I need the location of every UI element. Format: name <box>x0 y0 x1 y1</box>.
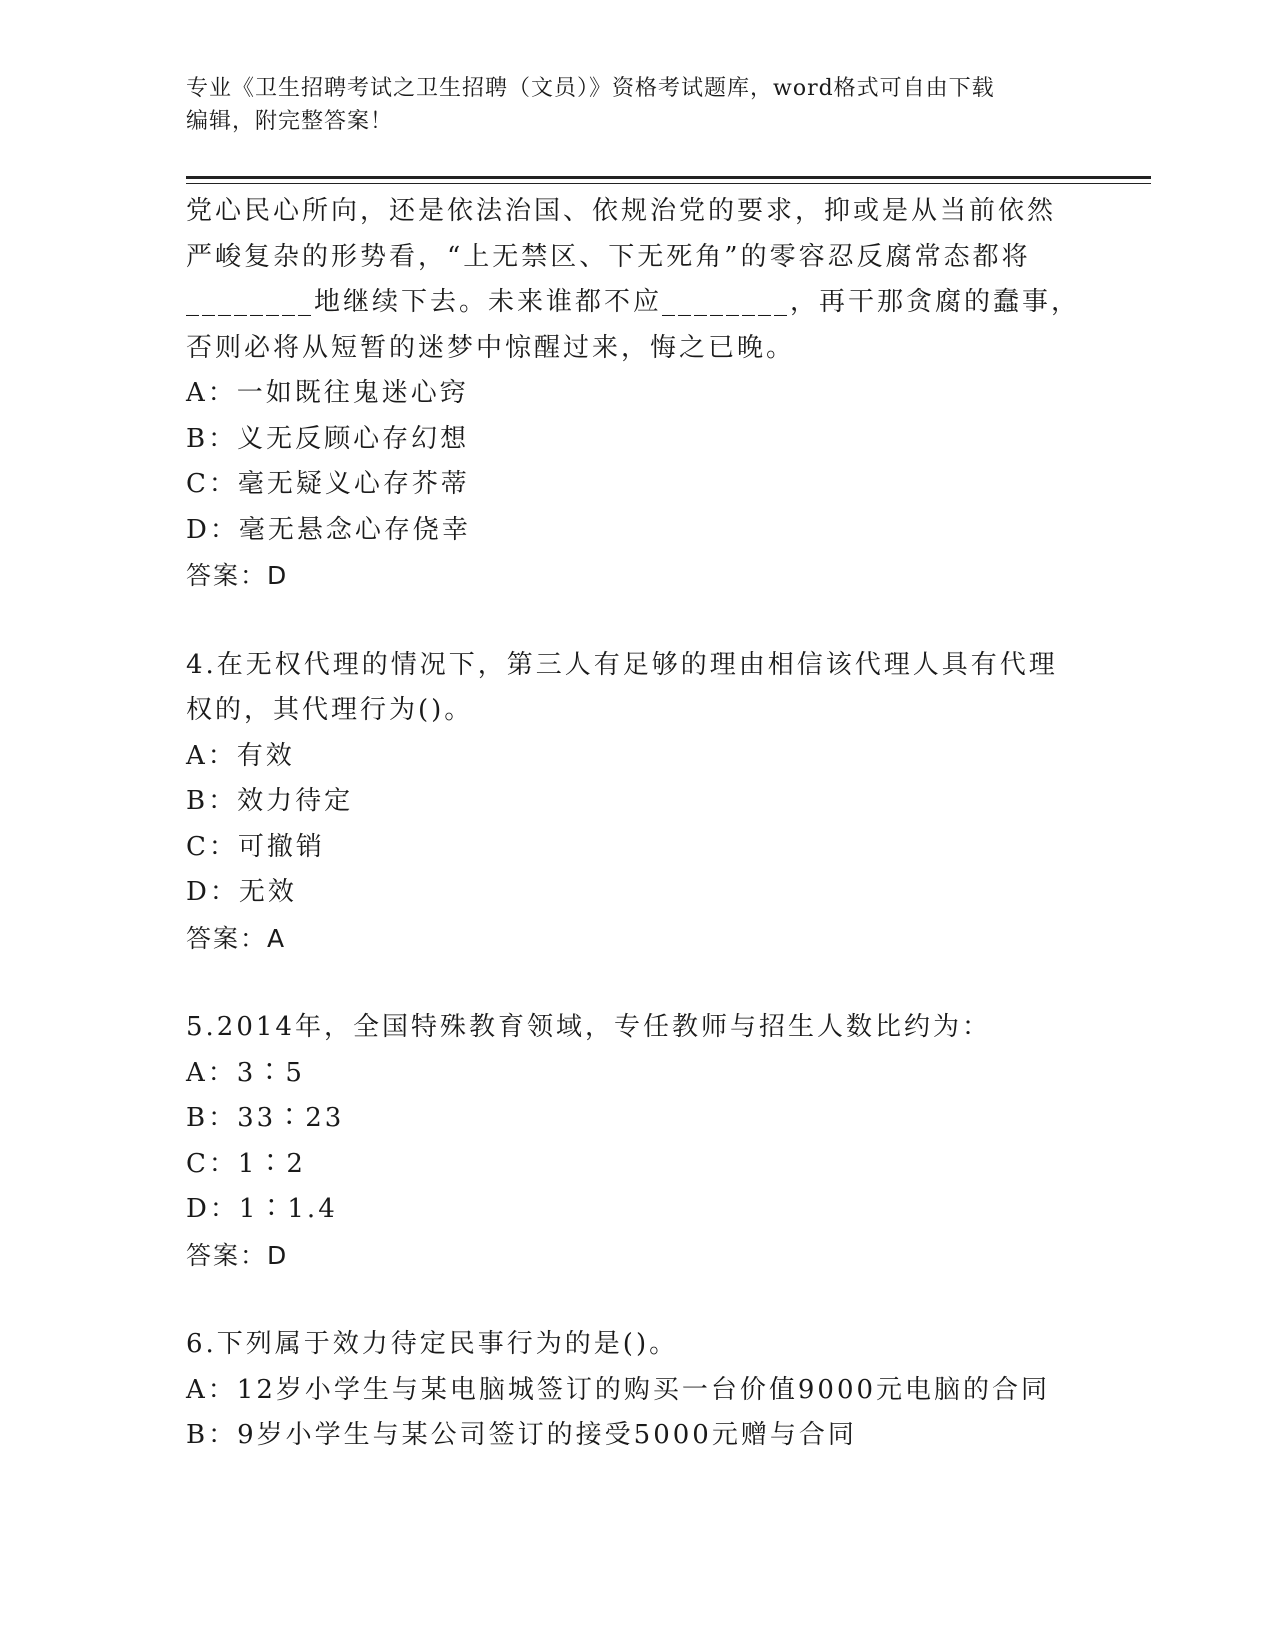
question-spacer <box>186 599 1086 643</box>
question-3 <box>186 189 1086 599</box>
question-5 <box>186 1005 1086 1278</box>
question-4-option-d: D：无效 <box>186 877 297 907</box>
question-4-text-line: 4.在无权代理的情况下，第三人有足够的理由相信该代理人具有代理 <box>186 649 1058 680</box>
question-5-option-c: C：1∶2 <box>186 1148 306 1179</box>
document-header <box>186 72 1066 138</box>
question-4-text-line: 权的，其代理行为()。 <box>186 695 474 725</box>
question-3-answer: 答案：D <box>186 561 289 590</box>
question-3-option-c: C：毫无疑义心存芥蒂 <box>186 469 470 499</box>
question-6 <box>186 1322 1086 1459</box>
question-4-option-a: A：有效 <box>186 740 295 771</box>
header-line-1: 专业《卫生招聘考试之卫生招聘（文员）》资格考试题库，word格式可自由下载 <box>186 76 995 101</box>
question-6-option-b: B：9岁小学生与某公司签订的接受5000元赠与合同 <box>186 1420 857 1450</box>
question-6-option-a: A：12岁小学生与某电脑城签订的购买一台价值9000元电脑的合同 <box>186 1374 1051 1405</box>
question-5-option-a: A：3∶5 <box>186 1057 305 1088</box>
question-spacer <box>186 1278 1086 1322</box>
question-4 <box>186 643 1086 962</box>
question-3-text-line: 否则必将从短暂的迷梦中惊醒过来，悔之已晚。 <box>186 332 796 363</box>
question-5-option-d: D：1∶1.4 <box>186 1194 338 1224</box>
question-4-option-c: C：可撤销 <box>186 831 325 862</box>
header-rule-thick <box>186 176 1151 179</box>
question-3-text-line: 严峻复杂的形势看，“上无禁区、下无死角”的零容忍反腐常态都将 <box>186 241 1031 272</box>
question-5-option-b: B：33∶23 <box>186 1103 345 1133</box>
header-rule-thin <box>186 183 1151 184</box>
question-3-text-line: ________地继续下去。未来谁都不应________，再干那贪腐的蠢事， <box>186 287 1081 317</box>
question-4-option-b: B：效力待定 <box>186 786 354 816</box>
question-3-option-a: A：一如既往鬼迷心窍 <box>186 378 469 408</box>
question-3-option-b: B：义无反顾心存幻想 <box>186 423 470 454</box>
question-5-text-line: 5.2014年，全国特殊教育领域，专任教师与招生人数比约为： <box>186 1012 991 1042</box>
question-3-text-line: 党心民心所向，还是依法治国、依规治党的要求，抑或是从当前依然 <box>186 196 1057 226</box>
question-list <box>186 189 1086 1459</box>
question-spacer <box>186 961 1086 1005</box>
question-5-answer: 答案：D <box>186 1240 289 1270</box>
header-line-2: 编辑，附完整答案！ <box>186 109 394 134</box>
question-3-option-d: D：毫无悬念心存侥幸 <box>186 514 471 545</box>
question-6-text-line: 6.下列属于效力待定民事行为的是()。 <box>186 1329 679 1359</box>
question-4-answer: 答案：A <box>186 923 287 953</box>
